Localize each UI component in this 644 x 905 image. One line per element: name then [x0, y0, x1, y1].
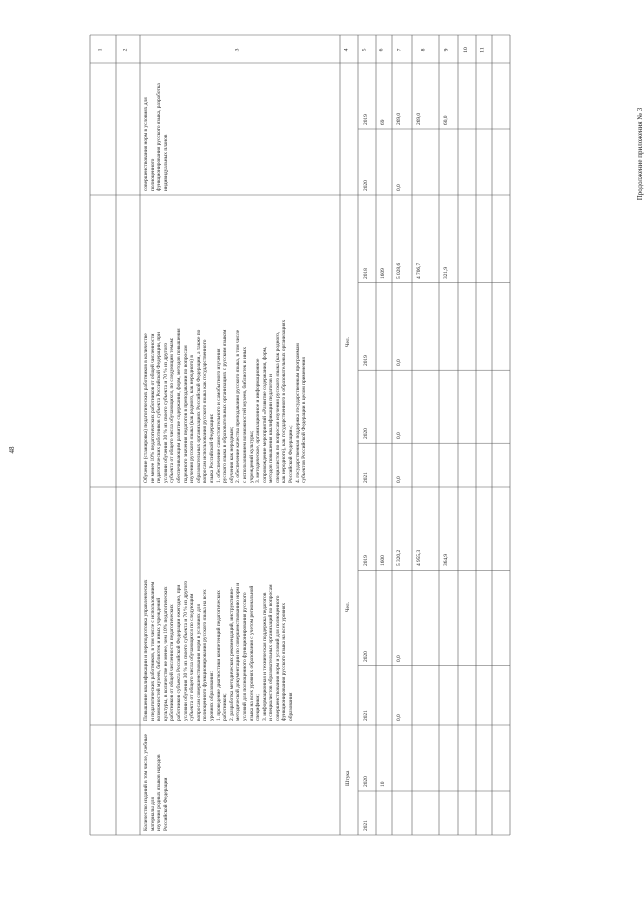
value-cell: 269,0 — [416, 112, 422, 125]
year-cell: 2020 — [363, 650, 369, 662]
value-cell: 69 — [380, 119, 386, 125]
value-cell: 269,0 — [396, 112, 402, 125]
value-cell: 0,0 — [396, 654, 402, 662]
value-cell: 4 706,7 — [416, 262, 422, 279]
column-number: 7 — [396, 48, 403, 52]
column-number: 9 — [442, 48, 449, 52]
column-number: 4 — [343, 48, 350, 52]
year-cell: 2019 — [363, 555, 369, 567]
row-description: Повышение квалификации и переподготовка управленческих и педагогических работников, в том числе с использованием возможностей музеев, библиотек и иных учреждений культуры, в количестве не менее, чем 10% педагогических работников от общей численности педагогических работников субъекта Российской Федерации ежегодно, при условии обучения 30 % из своего субъекта и 70 % из другого субъекта от общего числа обучающихся по следующим вопросам совершенствования норм в условиях для полноценного функционирования русского языка на всех уровнях образования: 1. проведение диагностики компетенций педагогических работников; 2. разработка методических рекомендаций, инструктивно- методической документации по совершенствованию норм и условий для полноценного функционирования русского языка на всех уровнях образования с учетом региональной специфики; 3. информационная и техническая поддержка педагогов и специалистов образовательных организаций по вопросам совершенствования норм и условий для полноценного функционирования русского языка на всех уровнях образования — [143, 579, 295, 721]
year-cell: 2019 — [363, 114, 369, 125]
page-number: 48 — [8, 446, 16, 454]
year-cell: 2020 — [363, 776, 369, 787]
row-description: совершенствования норм в условиях для полноценного функционирования русского языка, разработка индивидуальных планов — [143, 83, 169, 191]
value-cell: 321,9 — [443, 266, 449, 279]
row-unit: Штука — [345, 770, 351, 786]
year-cell: 2019 — [363, 355, 369, 367]
year-cell: 2021 — [363, 710, 369, 721]
row-description: Обучение (стажировка) педагогических работников в количестве не менее 10% педагогических работников от общей численности педагогических работников субъекта Российской Федерации, при условии обучения 30 % из своего субъекта и 70 % из другого субъекта от общего числа обучающихся, по следующим темам: обеспечивающим развитие содержания, форм, методов повышения падежного значения педагогов в преподавании по вопросам изучения русского языка (как родного, как неродного) в образовательных организациях Российской Федерации, а также по вопросам использования русского языка как государственного языка Российской Федерации: 1. обеспечение самостоятельного и самобытного изучения русского языка в образовательных организациях с русским языком обучения как неродным; 2. обеспечение качества преподавания русского языка, в том числе с использованием возможностей музеев, библиотек и иных учреждений культуры; 3. методическое, организационное и информационное сопровождение мероприятий «Развитие содержания, форм, методов повышения квалификации педагогов и специалистов по вопросам изучения русского языка (как родного, как неродного), как государственного в образовательных организациях Российской Федерации»; 4. государственная поддержка государственным программам субъектов Российской Федерации в целом применения — [143, 319, 308, 483]
value-cell: 364,9 — [443, 554, 449, 567]
year-cell: 2021 — [363, 472, 369, 483]
year-cell: 2020 — [363, 180, 369, 191]
column-number: 3 — [234, 48, 241, 52]
row-description: Количество изданий в том числе, учебные материалы для изучения родных языков народов Российской Федерации — [143, 734, 169, 831]
value-cell: 0,0 — [396, 714, 402, 721]
column-number: 8 — [419, 48, 426, 52]
value-cell: 10 — [380, 781, 386, 787]
continuation-note: Продолжение приложения № 3 — [636, 107, 644, 201]
appendix-table — [90, 35, 590, 870]
value-cell: 60,0 — [443, 115, 449, 125]
column-number: 1 — [97, 48, 104, 52]
value-cell: 0,0 — [396, 432, 402, 440]
row-unit: Чел. — [345, 337, 351, 347]
value-cell: 0,0 — [396, 184, 402, 191]
value-cell: 1600 — [380, 555, 386, 567]
row-unit: Чел. — [345, 602, 351, 612]
column-number: 5 — [361, 48, 368, 52]
column-number: 2 — [122, 48, 129, 52]
value-cell: 5 028,6 — [396, 262, 402, 279]
value-cell: 4 955,3 — [416, 550, 422, 567]
value-cell: 5 320,2 — [396, 550, 402, 567]
column-number: 6 — [378, 48, 385, 52]
value-cell: 0,0 — [396, 359, 402, 367]
year-cell: 2020 — [363, 428, 369, 440]
column-number: 10 — [462, 47, 469, 53]
column-number: 11 — [479, 47, 486, 53]
value-cell: 0,0 — [396, 476, 402, 483]
year-cell: 2018 — [363, 267, 369, 279]
value-cell: 1609 — [380, 267, 386, 279]
year-cell: 2021 — [363, 820, 369, 831]
